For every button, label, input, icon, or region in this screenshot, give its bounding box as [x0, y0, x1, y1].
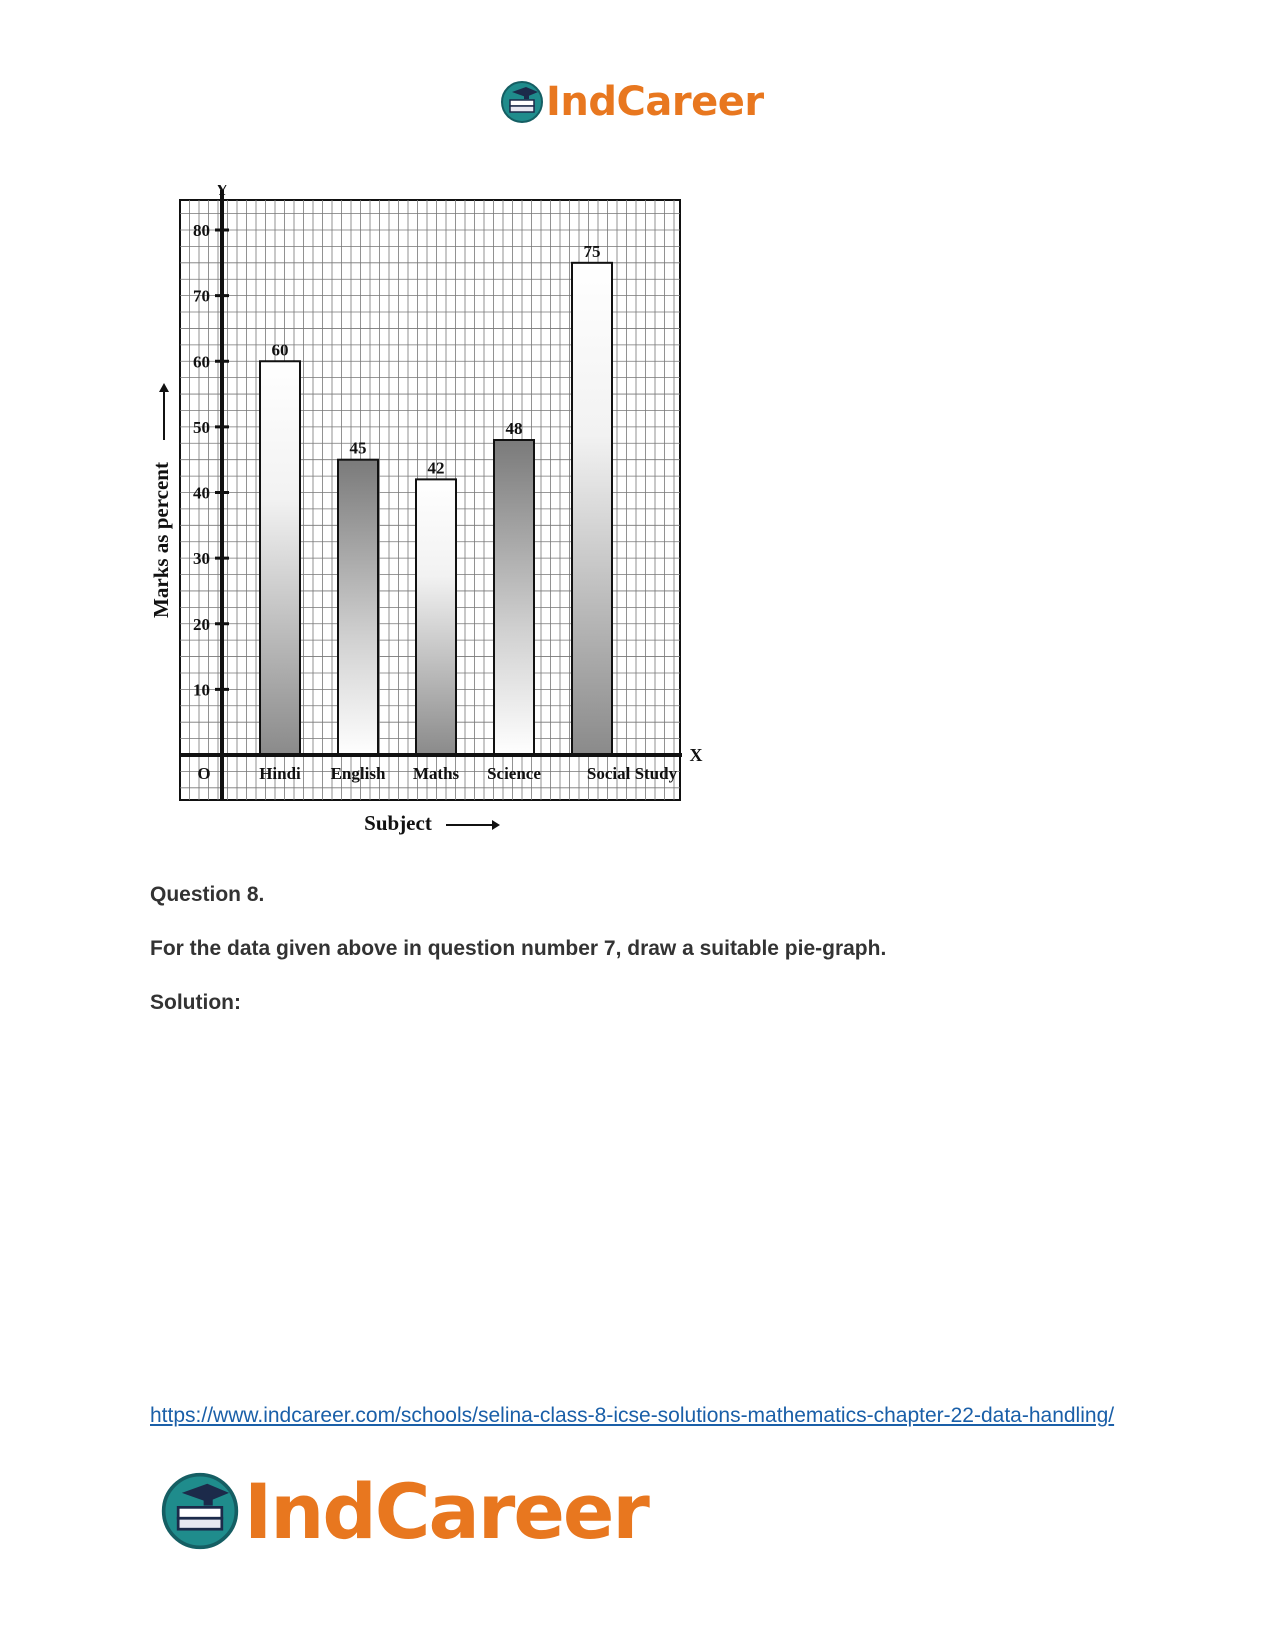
x-tick-label: Hindi: [259, 764, 301, 783]
y-tick-label: 10: [193, 680, 210, 700]
source-link[interactable]: https://www.indcareer.com/schools/selina-class-8-icse-solutions-mathematics-chapter-22-data-handling/: [150, 1404, 1115, 1427]
y-tick-label: 70: [193, 286, 210, 306]
x-tick-label: Social Study: [586, 764, 678, 783]
x-tick-label: English: [330, 764, 386, 783]
x-axis-letter: X: [689, 745, 703, 765]
y-tick-label: 40: [193, 483, 210, 503]
bar-hindi: [260, 361, 300, 755]
logo-wordmark: IndCareer: [244, 1466, 648, 1556]
logo-wordmark: IndCareer: [546, 79, 764, 125]
x-axis-label: Subject: [364, 811, 432, 835]
x-axis-arrowhead: [492, 820, 500, 830]
data-label: 60: [271, 340, 289, 360]
y-tick-label: 30: [193, 549, 210, 569]
solution-label: Solution:: [150, 991, 241, 1014]
question-heading: Question 8.: [150, 883, 265, 906]
x-tick-label: Maths: [412, 764, 460, 783]
bar-science: [494, 440, 534, 755]
y-tick-label: 20: [193, 614, 210, 634]
indcareer-logo-top: [500, 78, 764, 126]
data-label: 45: [349, 438, 367, 458]
y-tick-label: 50: [193, 417, 210, 437]
indcareer-logo-bottom: [160, 1468, 648, 1554]
bar-chart: [150, 185, 750, 875]
bar-maths: [416, 479, 456, 755]
x-tick-label: Science: [487, 764, 541, 783]
bar-social-study: [572, 263, 612, 755]
y-tick-label: 80: [193, 221, 210, 240]
question-text: For the data given above in question number 7, draw a suitable pie-graph.: [150, 937, 887, 960]
book-globe-icon: [500, 80, 544, 124]
data-label: 42: [427, 458, 445, 478]
y-axis-label: Marks as percent: [150, 462, 173, 618]
data-label: 48: [505, 419, 523, 438]
origin-label: O: [197, 764, 211, 783]
bar-chart-svg: [150, 185, 750, 875]
bar-english: [338, 460, 378, 755]
book-globe-icon: [160, 1471, 240, 1551]
y-axis-arrowhead: [159, 383, 169, 392]
y-axis-letter: Y: [215, 185, 229, 199]
data-label: 75: [583, 241, 601, 261]
y-tick-label: 60: [193, 352, 210, 372]
